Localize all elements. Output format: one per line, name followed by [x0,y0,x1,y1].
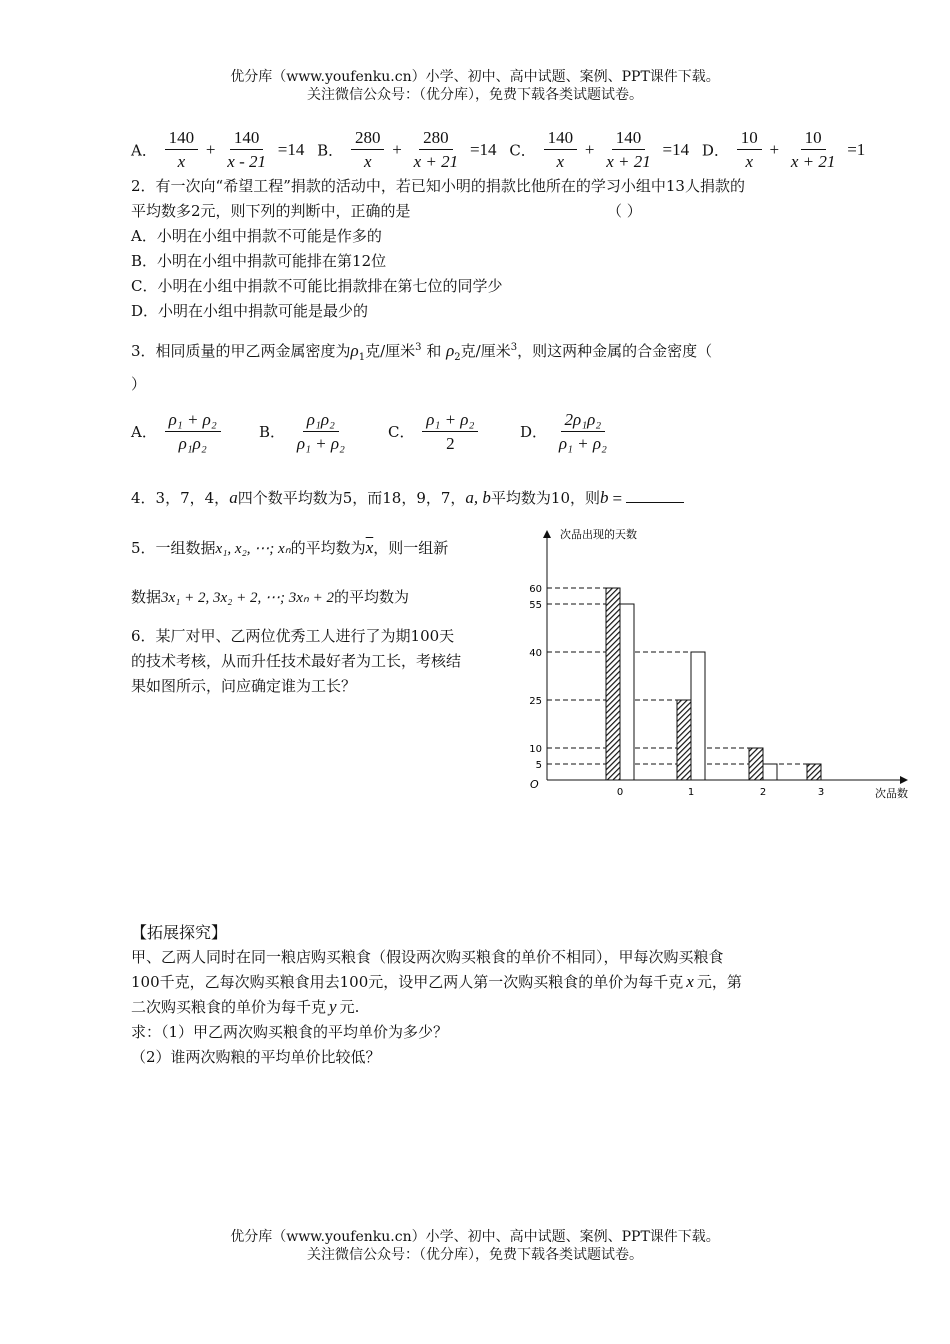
y-tick-label: 55 [529,600,542,611]
page-footer-line1: 优分库（www.youfenku.cn）小学、初中、高中试题、案例、PPT课件下载。 [230,1229,720,1245]
bar-jia-3 [807,764,821,780]
q5-text: ，则一组新 [373,539,449,557]
y-tick-label: 5 [535,760,542,771]
denominator: x [363,152,372,171]
superscript: 3 [510,342,518,353]
bar-jia-0 [606,588,620,780]
plus-sign: + [205,139,216,159]
fraction [544,128,578,171]
q4-text: 平均数为10，则 [490,489,600,507]
equation-rhs: =14 [662,139,690,159]
option-label: A． [131,423,157,441]
fraction [351,128,385,171]
option-label: A． [131,141,157,159]
fraction [293,410,349,453]
q5-line2 [131,585,409,610]
fraction [787,128,840,171]
q2-option-b: B．小明在小组中捐款可能排在第12位 [131,252,387,270]
fraction [165,128,199,171]
extension-question-2: （2）谁两次购粮的平均单价比较低？ [131,1048,381,1066]
denominator: x + 21 [790,152,836,171]
density-unit: 克/厘米 [365,342,416,360]
denominator: x + 21 [606,152,651,171]
answer-blank[interactable] [626,486,684,503]
denominator: x [177,152,186,171]
q2-stem-line1: 2．有一次向“希望工程”捐款的活动中，若已知小明的捐款比他所在的学习小组中13人捐款的 [131,177,745,195]
x-tick-label: 0 [616,787,624,798]
bar-jia-2 [749,748,763,780]
q5-text: 的平均数为 [290,539,366,557]
page-footer-line2: 关注微信公众号：（优分库），免费下载各类试题试卷。 [307,1247,643,1263]
q1-option-c [509,128,694,171]
bars [606,588,821,780]
var-ab: a, b [465,488,491,507]
y-tick-label: 10 [529,744,542,755]
q1-options [131,128,865,171]
q2-stem-line2 [131,199,642,223]
q6-line1: 6．某厂对甲、乙两位优秀工人进行了为期100天 [131,627,455,645]
fraction [422,410,478,453]
x-axis-label: 次品数 [875,787,908,800]
extension-p3 [131,995,359,1019]
q3-stem-close: ） [131,375,147,393]
q2-option-c: C．小明在小组中捐款不可能比捐款排在第七位的同学少 [131,277,503,295]
equation-rhs: =1 [847,139,866,159]
numerator: ρ₁ρ₂ [303,410,339,432]
numerator: 10 [737,128,762,150]
page-header-line2: 关注微信公众号：（优分库），免费下载各类试题试卷。 [307,87,643,103]
denominator: x - 21 [227,152,266,171]
q5-text: 数据 [131,588,162,606]
option-label: B． [317,141,344,159]
defect-bar-chart [510,520,920,805]
x-tick-labels [617,787,824,798]
y-tick-label: 25 [529,696,542,707]
rho-symbol: ρ [446,341,455,360]
q2-stem-text: 平均数多2元，则下列的判断中，正确的是 [131,202,411,220]
q3-option-a [131,410,224,453]
subscript: 1 [358,352,366,363]
extension-p2 [131,970,742,994]
bar-yi-1 [691,652,705,780]
q4-text: 4．3，7，4， [131,489,230,507]
q5-vars: 3x₁ + 2, 3x₂ + 2, ⋯; 3xₙ + 2 [161,590,335,606]
option-label: C． [509,141,536,159]
fraction [410,128,463,171]
numerator: 10 [801,128,826,150]
plus-sign: + [584,139,595,159]
page-header-line1: 优分库（www.youfenku.cn）小学、初中、高中试题、案例、PPT课件下载。 [230,69,720,85]
fraction [223,128,270,171]
x-tick-label: 2 [759,787,767,798]
denominator: ρ₁ + ρ₂ [296,434,345,453]
option-label: D． [701,141,729,159]
extension-text: 100千克，乙每次购买粮食用去100元，设甲乙两人第一次购买粮食的单价为每千克 [131,973,684,991]
extension-title: 【拓展探究】 [131,923,228,942]
q4-text: 四个数平均数为5，而18，9，7， [237,489,466,507]
numerator: ρ₁ + ρ₂ [422,410,478,432]
bar-yi-2 [763,764,777,780]
var-b: b [600,488,609,507]
q1-option-d [701,128,866,171]
q2-option-d: D．小明在小组中捐款可能是最少的 [131,302,369,320]
answer-bracket: （ ） [607,202,642,220]
numerator: 2ρ₁ρ₂ [561,410,606,432]
y-tick-labels [529,584,542,771]
numerator: 280 [419,128,453,150]
q3-stem [131,336,712,370]
numerator: 140 [165,128,199,150]
q3-stem-text: 3．相同质量的甲乙两金属密度为 [131,342,351,360]
q5-vars: x₁, x₂, ⋯; xₙ [215,541,291,557]
fraction [602,128,655,171]
bar-jia-1 [677,700,691,780]
q3-stem-text: ，则这两种金属的合金密度（ [517,342,713,360]
equals-sign: = [612,489,623,508]
plus-sign: + [769,139,780,159]
q2-option-a: A．小明在小组中捐款不可能是作多的 [131,227,382,245]
x-bar: $\overline{x}$ [365,538,374,557]
denominator: ρ₁ + ρ₂ [558,434,607,453]
extension-text: 元，第 [696,973,742,991]
q1-option-b [317,128,501,171]
q1-option-a [131,128,309,171]
fraction [737,128,762,171]
density-unit: 克/厘米 [460,342,511,360]
superscript: 3 [415,342,422,353]
denominator: 2 [446,434,455,453]
var-y: y [329,997,337,1016]
extension-text: 二次购买粮食的单价为每千克 [131,998,327,1016]
plus-sign: + [392,139,402,159]
bar-yi-0 [620,604,634,780]
y-tick-label: 40 [529,648,542,659]
origin-label: O [530,778,539,791]
q3-option-b [259,410,352,453]
q5-text: 的平均数为 [334,588,410,606]
extension-question-1: 求：（1）甲乙两次购买粮食的平均单价为多少？ [131,1023,449,1041]
x-tick-label: 3 [817,787,825,798]
option-label: D． [520,423,548,441]
extension-text: 元. [339,998,360,1016]
denominator: x + 21 [413,152,459,171]
q4-stem [131,486,684,511]
rho-symbol: ρ [350,341,359,360]
denominator: x [745,152,753,171]
numerator: 140 [230,128,264,150]
numerator: 140 [612,128,646,150]
equation-rhs: =14 [277,139,305,159]
y-tick-label: 60 [529,584,542,595]
extension-p1: 甲、乙两人同时在同一粮店购买粮食（假设两次购买粮食的单价不相同），甲每次购买粮食 [131,948,724,966]
x-tick-label: 1 [687,787,695,798]
numerator: ρ₁ + ρ₂ [165,410,221,432]
option-label: B． [259,423,286,441]
denominator: x [556,152,565,171]
q6-line3: 果如图所示，问应确定谁为工长？ [131,677,357,695]
fraction [555,410,611,453]
fraction [165,410,221,453]
var-a: a [229,488,238,507]
option-label: C． [388,423,415,441]
numerator: 280 [351,128,385,150]
subscript: 2 [454,352,461,363]
var-x: x [686,972,694,991]
y-axis-label: 次品出现的天数 [560,528,637,541]
q3-and: 和 [426,342,442,360]
equation-rhs: =14 [469,139,497,159]
q6-line2: 的技术考核，从而升任技术最好者为工长，考核结 [131,652,462,670]
denominator: ρ₁ρ₂ [178,434,207,453]
numerator: 140 [544,128,578,150]
q3-option-c [388,410,481,453]
q5-text: 5．一组数据 [131,539,216,557]
q5-line1 [131,536,448,561]
q3-option-d [520,410,614,453]
